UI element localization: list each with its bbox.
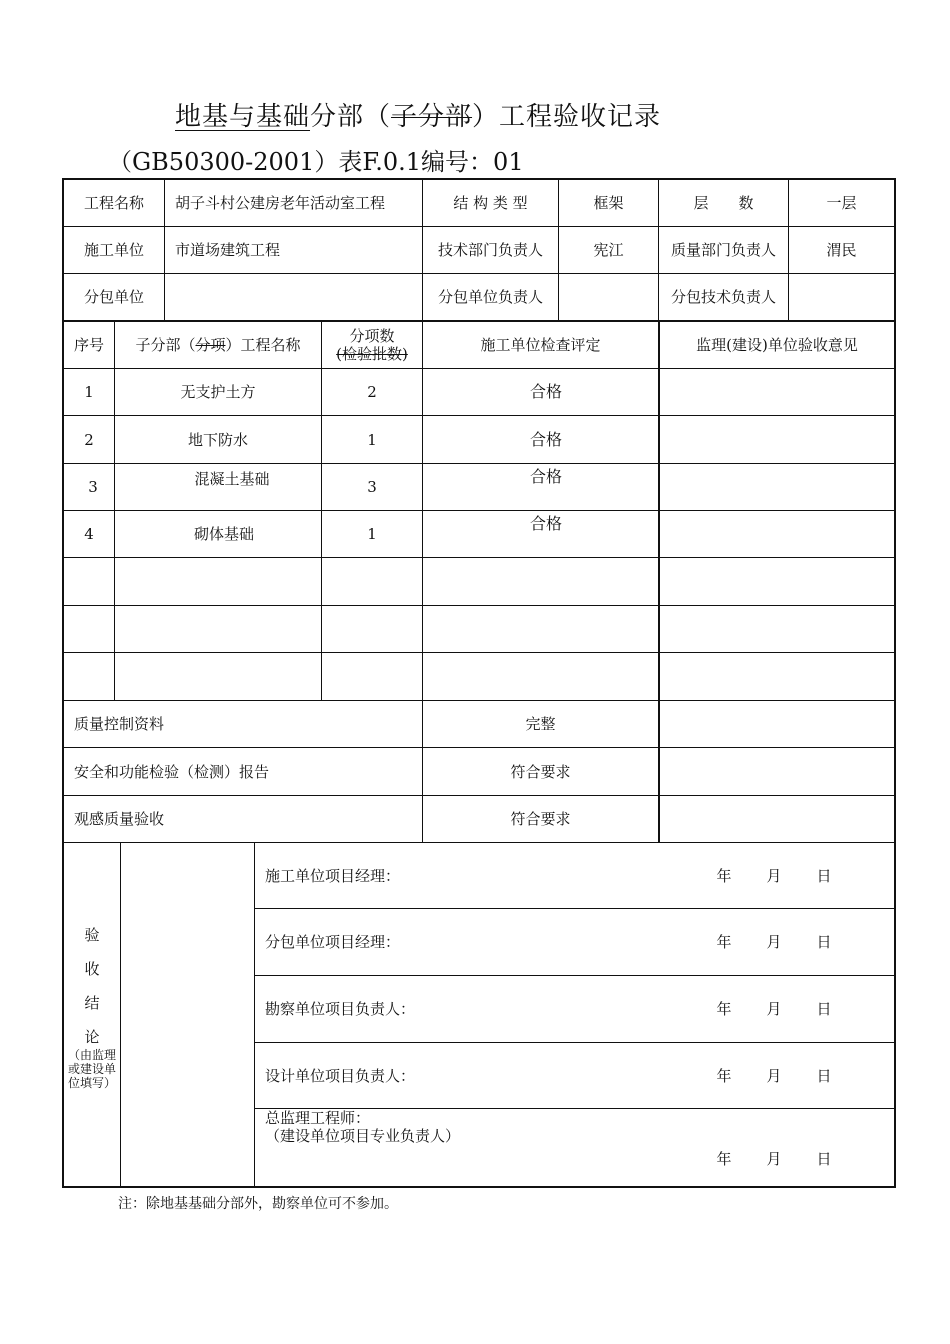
year-label: 年 [716, 1150, 732, 1168]
item-eval: 合格 [529, 382, 562, 401]
year-label: 年 [716, 1000, 732, 1018]
quality-head-label: 质量部门负责人 [670, 241, 776, 259]
item-seq: 4 [84, 525, 94, 543]
contractor-value: 市道场建筑工程 [175, 241, 281, 259]
seq-header: 序号 [73, 336, 104, 354]
month-label: 月 [766, 933, 782, 951]
item-eval: 合格 [529, 429, 562, 449]
signature-label: 分包单位项目经理： [265, 933, 401, 951]
month-label: 月 [766, 1066, 782, 1085]
item-name-header: 子分部（ 分项 ）工程名称 [135, 336, 301, 354]
item-name: 混凝土基础 [194, 470, 270, 488]
item-count: 1 [367, 525, 377, 543]
eval-header: 施工单位检查评定 [480, 336, 601, 354]
quality-control-docs-value: 完整 [525, 715, 556, 733]
item-count: 1 [367, 430, 377, 449]
conclusion-note: （由监理或建设单位填写） [67, 1048, 116, 1090]
form-subtitle: （GB50300-2001）表F.0.1编号：01 [108, 148, 524, 176]
tech-head-value: 宪江 [593, 241, 624, 259]
signature-label: 设计单位项目负责人： [265, 1066, 416, 1085]
safety-function-report-value: 符合要求 [510, 762, 571, 781]
item-seq: 2 [84, 430, 94, 449]
form-title [175, 96, 661, 133]
footnote: 注：除地基基础分部外，勘察单位可不参加。 [118, 1196, 398, 1212]
appearance-quality-label: 观感质量验收 [74, 810, 165, 828]
day-label: 日 [816, 1000, 832, 1018]
item-name: 砌体基础 [193, 525, 254, 543]
floors-value: 一层 [826, 194, 857, 212]
item-count-header: 分项数 (检验批数) [336, 327, 408, 363]
project-name-label: 工程名称 [83, 194, 144, 212]
item-name: 无支护土方 [180, 383, 256, 401]
safety-function-report-label: 安全和功能检验（检测）报告 [74, 762, 270, 781]
conclusion-vertical-label: 验 收 结 论 [84, 926, 100, 1046]
subcontractor-label: 分包单位 [83, 288, 144, 306]
item-eval: 合格 [529, 514, 562, 533]
day-label: 日 [816, 933, 832, 951]
title-end: ）工程验收记录 [472, 102, 662, 132]
item-seq: 1 [84, 383, 94, 401]
signature-label: 勘察单位项目负责人： [265, 1000, 416, 1018]
day-label: 日 [816, 1066, 832, 1085]
project-name-value: 胡子斗村公建房老年活动室工程 [175, 194, 386, 212]
signature-label: 施工单位项目经理： [265, 866, 401, 885]
month-label: 月 [766, 1150, 782, 1168]
sub-tech-label: 分包技术负责人 [670, 288, 776, 306]
item-seq: 3 [88, 478, 98, 496]
quality-head-value: 渭民 [826, 241, 857, 259]
title-underlined: 地基与基础 [175, 102, 311, 132]
year-label: 年 [716, 1066, 732, 1085]
month-label: 月 [766, 866, 782, 885]
opinion-header: 监理(建设)单位验收意见 [696, 336, 858, 354]
item-name: 地下防水 [187, 430, 248, 449]
title-middle: 分部（ [310, 102, 392, 132]
structure-type-value: 框架 [593, 194, 624, 212]
sub-head-label: 分包单位负责人 [437, 288, 543, 306]
year-label: 年 [716, 866, 732, 885]
item-count: 3 [367, 478, 377, 496]
subcontractor-value [165, 274, 422, 320]
item-eval: 合格 [529, 467, 562, 486]
floors-label: 层 数 [693, 194, 754, 212]
contractor-label: 施工单位 [83, 241, 144, 259]
day-label: 日 [816, 1150, 832, 1168]
sub-head-value [559, 274, 658, 320]
quality-control-docs-label: 质量控制资料 [74, 715, 165, 733]
month-label: 月 [766, 1000, 782, 1018]
tech-head-label: 技术部门负责人 [437, 241, 543, 259]
item-count: 2 [367, 383, 377, 401]
appearance-quality-value: 符合要求 [510, 810, 571, 828]
signature-label: 总监理工程师： （建设单位项目专业负责人） [265, 1109, 461, 1145]
sub-tech-value [789, 274, 894, 320]
title-struck: 子分部 [391, 102, 473, 132]
structure-type-label: 结 构 类 型 [453, 194, 528, 212]
year-label: 年 [716, 933, 732, 951]
day-label: 日 [816, 866, 832, 885]
